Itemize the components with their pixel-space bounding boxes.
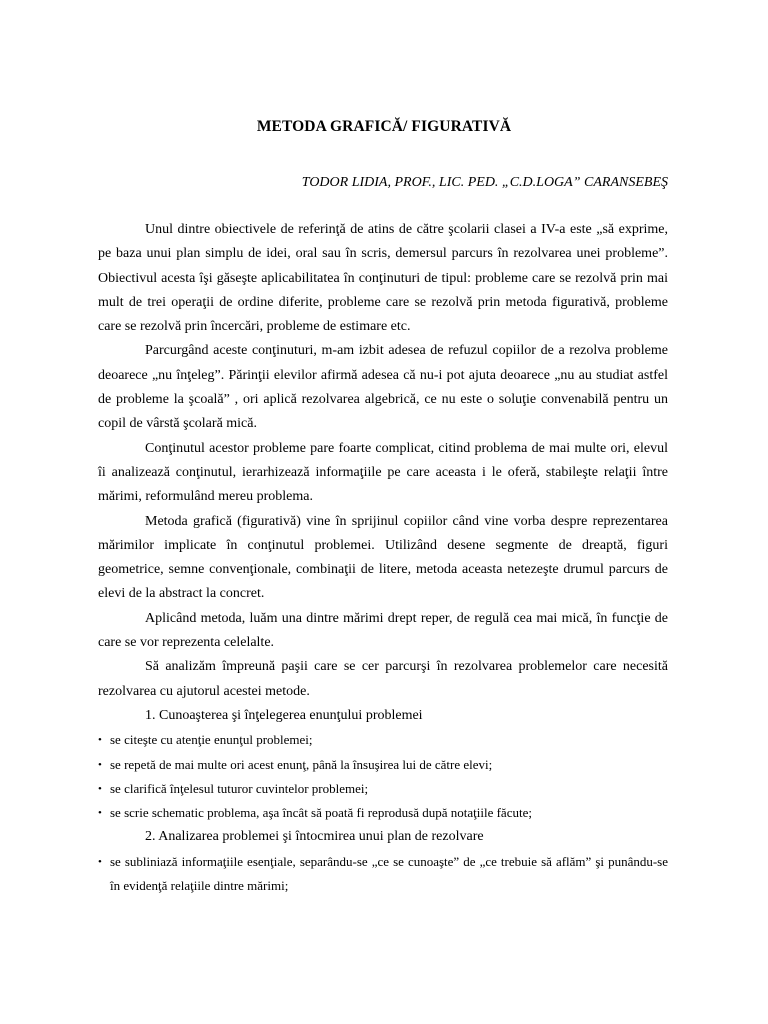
list-item [98, 753, 668, 777]
list-item [98, 728, 668, 752]
paragraph: Aplicând metoda, luăm una dintre mărimi drept reper, de regulă cea mai mică, în funcţie de care se vor reprezenta celelalte. [98, 610, 668, 651]
list-item [98, 801, 668, 825]
bullet-icon: • [98, 782, 102, 795]
list-item-text: se citeşte cu atenţie enunţul problemei; [110, 732, 313, 748]
list-item-text: se subliniază informaţiile esenţiale, separându-se „ce se cunoaşte” de „ce trebuie să aflăm” şi punându-se în evidenţă relaţiile dintre mărimi; [110, 853, 668, 894]
paragraph: Să analizăm împreună paşii care se cer parcurşi în rezolvarea problemelor care necesită rezolvarea cu ajutorul acestei metode. [98, 659, 668, 699]
bullet-list [98, 850, 668, 899]
paragraph: Metoda grafică (figurativă) vine în sprijinul copiilor când vine vorba despre reprezentarea mărimilor implicate în conţinutul problemei. Utilizând desene segmente de dreaptă, figuri geometrice, semne convenţionale, combinaţii de litere, metoda aceasta netezeşte drumul parcurs de elevi de la abstract la concret. [98, 513, 668, 602]
bullet-icon: • [98, 855, 102, 868]
paragraph: Conţinutul acestor probleme pare foarte complicat, citind problema de mai multe ori, elevul îi analizează conţinutul, ierarhizează informaţiile pe care aceasta i le oferă, stabileşte relaţii între mărimi, reformulând mereu problema. [98, 440, 668, 505]
document-body [98, 218, 668, 898]
list-item-text: se repetă de mai multe ori acest enunţ, până la însuşirea lui de către elevi; [110, 756, 493, 772]
list-item [98, 850, 668, 899]
bullet-icon: • [98, 807, 102, 820]
document-title: METODA GRAFICĂ/ FIGURATIVĂ [256, 118, 512, 135]
step-heading: 1. Cunoaşterea şi înţelegerea enunţului problemei [145, 707, 423, 723]
bullet-icon: • [98, 734, 102, 747]
list-item [98, 777, 668, 801]
paragraph: Unul dintre obiectivele de referinţă de atins de către şcolarii clasei a IV-a este „să exprime, pe baza unui plan simplu de idei, oral sau în scris, demersul parcurs în rezolvarea unei probleme”. Obiectivul acesta îşi găseşte aplicabilitatea în conţinuturi de tipul: probleme care se rezolvă prin mai mult de trei operaţii de ordine diferite, probleme care se rezolvă prin metoda figurativă, probleme care se rezolvă prin încercări, probleme de estimare etc. [98, 222, 668, 335]
bullet-list [98, 728, 668, 825]
list-item-text: se scrie schematic problema, aşa încât să poată fi reprodusă după notaţiile făcute; [110, 805, 532, 821]
author-line: TODOR LIDIA, PROF., LIC. PED. „C.D.LOGA” CARANSEBEŞ [301, 175, 668, 190]
bullet-icon: • [98, 758, 102, 771]
step-heading: 2. Analizarea problemei şi întocmirea unui plan de rezolvare [145, 829, 484, 845]
list-item-text: se clarifică înţelesul tuturor cuvintelor problemei; [110, 780, 369, 796]
paragraph: Parcurgând aceste conţinuturi, m-am izbit adesea de refuzul copiilor de a rezolva probleme deoarece „nu înţeleg”. Părinţii elevilor afirmă adesea că nu-i pot ajuta deoarece „nu au studiat astfel de probleme la şcoală” , ori aplică rezolvarea algebrică, ce nu este o soluţie convenabilă pentru un copil de vârstă şcolară mică. [98, 343, 668, 432]
